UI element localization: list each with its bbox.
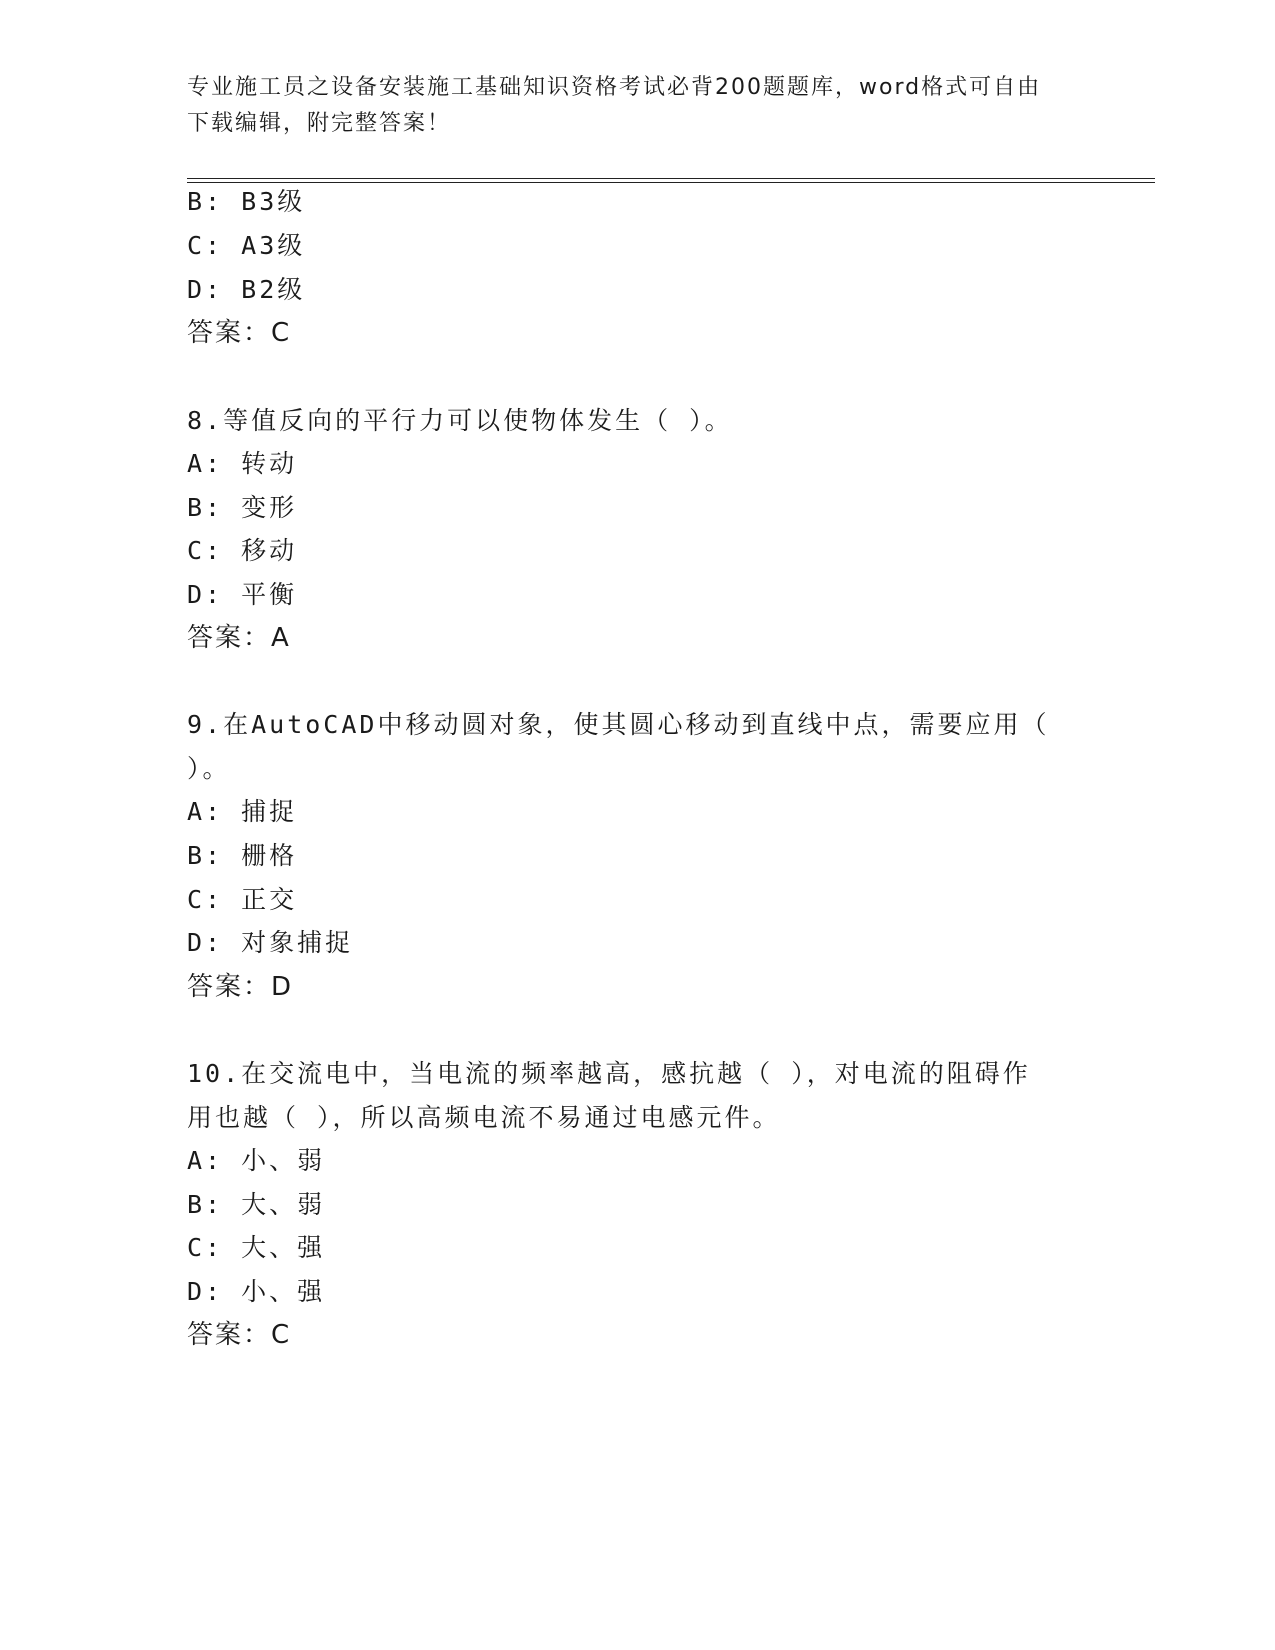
prev-option-c: C: A3级 <box>187 231 306 260</box>
question-9-stem-line-2: ）。 <box>187 754 231 783</box>
header-divider <box>187 178 1155 183</box>
header-title-line-2: 下载编辑，附完整答案！ <box>187 111 452 136</box>
question-8-answer: 答案：A <box>187 623 291 653</box>
prev-option-b: B: B3级 <box>187 187 306 216</box>
question-10-option-a: A: 小、弱 <box>187 1146 326 1175</box>
question-9-option-b: B: 栅格 <box>187 841 298 870</box>
question-8-option-a: A: 转动 <box>187 449 298 478</box>
question-8-option-b: B: 变形 <box>187 493 298 522</box>
question-10-option-d: D: 小、强 <box>187 1277 326 1306</box>
question-10-option-b: B: 大、弱 <box>187 1190 326 1219</box>
question-8-option-d: D: 平衡 <box>187 580 298 609</box>
question-9-stem-line-1: 9.在AutoCAD中移动圆对象，使其圆心移动到直线中点，需要应用（ <box>187 710 1050 739</box>
prev-answer: 答案：C <box>187 318 292 348</box>
question-10-answer: 答案：C <box>187 1320 292 1350</box>
question-9-answer: 答案：D <box>187 972 294 1002</box>
question-9-option-a: A: 捕捉 <box>187 797 298 826</box>
header-title-line-1: 专业施工员之设备安装施工基础知识资格考试必背200题题库，word格式可自由 <box>187 75 1042 100</box>
question-8-stem: 8.等值反向的平行力可以使物体发生（ ）。 <box>187 406 733 435</box>
question-8-option-c: C: 移动 <box>187 536 298 565</box>
question-10-stem-line-2: 用也越（ ），所以高频电流不易通过电感元件。 <box>187 1103 781 1132</box>
document-header <box>187 70 1067 142</box>
question-9-option-d: D: 对象捕捉 <box>187 928 354 957</box>
prev-option-d: D: B2级 <box>187 275 306 304</box>
question-10-option-c: C: 大、强 <box>187 1233 326 1262</box>
question-9-option-c: C: 正交 <box>187 885 298 914</box>
question-10-stem-line-1: 10.在交流电中，当电流的频率越高，感抗越（ ），对电流的阻碍作 <box>187 1059 1031 1088</box>
